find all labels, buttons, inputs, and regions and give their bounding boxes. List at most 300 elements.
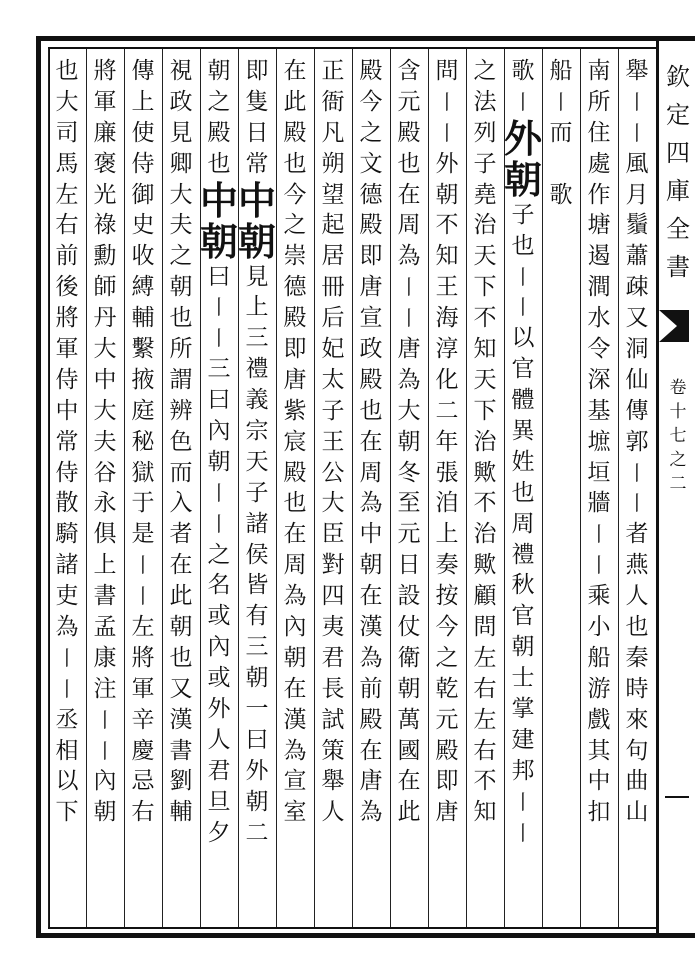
text-char: 扣: [587, 799, 611, 826]
text-char: 洎: [435, 490, 459, 517]
text-char: 祿: [93, 212, 117, 239]
heading-char: 朝: [199, 218, 238, 264]
text-char: 令: [587, 336, 611, 363]
text-char: 王: [435, 274, 459, 301]
text-char: 大: [397, 397, 421, 424]
text-char: 司: [55, 119, 79, 146]
book-title: [663, 58, 693, 286]
text-char: 辨: [169, 397, 193, 424]
text-char: 前: [55, 243, 79, 270]
text-char: 鬚: [625, 212, 649, 239]
text-char: 獄: [131, 459, 155, 486]
text-char: 之: [359, 119, 383, 146]
text-char: 日: [245, 119, 269, 146]
text-char: 子: [245, 479, 269, 506]
text-char: 政: [169, 88, 193, 115]
text-char: 左: [473, 644, 497, 671]
text-char: 曲: [625, 768, 649, 795]
text-column-15: [85, 56, 125, 924]
text-char: 曰: [245, 726, 269, 753]
text-char: 望: [321, 181, 345, 208]
volume-label: [665, 376, 691, 496]
text-char: 列: [473, 119, 497, 146]
text-char: 常: [245, 150, 269, 177]
text-char: 郭: [625, 428, 649, 455]
text-char: 夫: [169, 212, 193, 239]
text-char: 侍: [131, 150, 155, 177]
title-char: 庫: [666, 177, 690, 205]
text-char: 丨: [627, 460, 647, 485]
text-char: 內: [283, 614, 307, 641]
text-char: 丨: [627, 120, 647, 145]
text-char: 宸: [283, 428, 307, 455]
text-char: 上: [93, 552, 117, 579]
text-char: 天: [473, 243, 497, 270]
text-char: 右: [131, 799, 155, 826]
text-char: 諸: [245, 510, 269, 537]
text-char: 今: [359, 88, 383, 115]
text-char: 朝: [169, 614, 193, 641]
text-char: 殿: [435, 737, 459, 764]
text-char: 常: [55, 428, 79, 455]
text-char: 宣: [283, 768, 307, 795]
text-char: 左: [131, 614, 155, 641]
text-char: 也: [55, 58, 79, 84]
text-char: 含: [397, 58, 421, 84]
text-char: 唐: [435, 799, 459, 826]
text-char: 小: [587, 614, 611, 641]
text-char: 宣: [359, 305, 383, 332]
text-column-13: [161, 56, 201, 924]
text-char: 上: [435, 521, 459, 548]
text-char: 秦: [625, 644, 649, 671]
text-char: 在: [397, 181, 421, 208]
text-char: 以: [511, 325, 535, 352]
text-char: 處: [587, 150, 611, 177]
text-char: 今: [283, 181, 307, 208]
text-char: 丨: [513, 89, 533, 114]
text-char: 丨: [57, 645, 77, 670]
text-char: 句: [625, 737, 649, 764]
text-char: 禮: [245, 356, 269, 383]
text-char: 王: [321, 428, 345, 455]
text-char: 秋: [511, 572, 535, 599]
text-char: 衛: [397, 644, 421, 671]
text-char: 朝: [511, 634, 535, 661]
text-char: 不: [435, 212, 459, 239]
text-char: 山: [625, 799, 649, 826]
text-column-9: [313, 56, 353, 924]
text-char: 深: [587, 366, 611, 393]
text-char: 丨: [437, 120, 457, 145]
text-char: 大: [55, 88, 79, 115]
text-char: 秘: [131, 428, 155, 455]
text-char: 所: [169, 336, 193, 363]
text-char: 上: [245, 294, 269, 321]
text-char: 三: [245, 634, 269, 661]
text-char: 丨: [95, 738, 115, 763]
text-char: 元: [397, 88, 421, 115]
text-char: 舉: [321, 768, 345, 795]
text-char: 策: [321, 737, 345, 764]
text-char: 曰: [207, 387, 231, 414]
text-char: 周: [511, 510, 535, 537]
text-char: 元: [435, 706, 459, 733]
text-char: 歌: [549, 181, 573, 208]
text-char: 在: [169, 552, 193, 579]
text-char: 也: [283, 490, 307, 517]
text-char: 掌: [511, 696, 535, 723]
text-column-3: [541, 56, 581, 924]
text-char: 周: [397, 212, 421, 239]
text-char: 入: [169, 490, 193, 517]
text-char: 而: [169, 459, 193, 486]
text-char: 為: [397, 366, 421, 393]
text-char: 旦: [207, 788, 231, 815]
text-char: 殿: [397, 119, 421, 146]
text-char: 長: [321, 675, 345, 702]
text-char: 即: [359, 243, 383, 270]
text-column-6: [427, 56, 467, 924]
text-char: 也: [359, 397, 383, 424]
text-char: 劉: [169, 768, 193, 795]
text-char: 為: [283, 583, 307, 610]
text-char: 繫: [131, 336, 155, 363]
text-char: 使: [131, 119, 155, 146]
text-char: 下: [55, 799, 79, 826]
heading-char: 朝: [503, 156, 542, 202]
text-char: 卿: [169, 150, 193, 177]
text-char: 之: [283, 212, 307, 239]
text-char: 殿: [359, 58, 383, 84]
text-char: 庭: [131, 397, 155, 424]
text-char: 夷: [321, 614, 345, 641]
text-char: 殿: [283, 459, 307, 486]
text-char: 室: [283, 799, 307, 826]
text-char: 殿: [359, 706, 383, 733]
title-char: 定: [666, 101, 690, 129]
text-char: 丞: [55, 706, 79, 733]
volume-char: 七: [669, 426, 687, 446]
text-char: 奏: [435, 552, 459, 579]
text-char: 歟: [473, 552, 497, 579]
text-char: 朝: [435, 181, 459, 208]
text-char: 廉: [93, 119, 117, 146]
text-char: 時: [625, 675, 649, 702]
text-char: 唐: [397, 336, 421, 363]
text-char: 殿: [207, 119, 231, 146]
title-char: 四: [666, 139, 690, 167]
text-char: 朝: [93, 799, 117, 826]
text-char: 軍: [93, 88, 117, 115]
text-char: 官: [511, 603, 535, 630]
text-char: 德: [283, 274, 307, 301]
text-char: 以: [55, 768, 79, 795]
volume-char: 之: [669, 450, 687, 470]
text-char: 丨: [513, 295, 533, 320]
text-char: 來: [625, 706, 649, 733]
text-char: 朝: [169, 274, 193, 301]
text-char: 治: [473, 521, 497, 548]
text-char: 朝: [245, 665, 269, 692]
text-char: 治: [473, 212, 497, 239]
text-char: 名: [207, 572, 231, 599]
text-char: 邦: [511, 757, 535, 784]
text-char: 永: [93, 490, 117, 517]
text-char: 軍: [55, 336, 79, 363]
text-char: 光: [93, 181, 117, 208]
text-char: 御: [131, 181, 155, 208]
text-char: 輔: [131, 305, 155, 332]
text-char: 孟: [93, 614, 117, 641]
text-char: 歟: [473, 459, 497, 486]
text-char: 之: [207, 541, 231, 568]
text-char: 知: [473, 799, 497, 826]
text-char: 漢: [283, 706, 307, 733]
text-char: 漢: [169, 706, 193, 733]
text-char: 收: [131, 243, 155, 270]
text-char: 諸: [55, 552, 79, 579]
text-char: 疎: [625, 274, 649, 301]
text-char: 之: [435, 644, 459, 671]
text-char: 大: [321, 490, 345, 517]
text-char: 即: [435, 768, 459, 795]
text-char: 也: [169, 644, 193, 671]
text-char: 傳: [131, 58, 155, 84]
text-char: 姓: [511, 448, 535, 475]
text-char: 丨: [95, 707, 115, 732]
text-char: 洞: [625, 336, 649, 363]
text-char: 左: [55, 181, 79, 208]
text-char: 天: [473, 366, 497, 393]
text-char: 禮: [511, 541, 535, 568]
text-char: 所: [587, 88, 611, 115]
text-char: 朝: [397, 675, 421, 702]
text-column-2: [579, 56, 619, 924]
text-char: 皆: [245, 572, 269, 599]
text-char: 水: [587, 305, 611, 332]
text-char: 法: [473, 88, 497, 115]
text-column-11: [237, 56, 277, 924]
text-char: 太: [321, 366, 345, 393]
text-char: 乘: [587, 583, 611, 610]
text-char: 人: [625, 583, 649, 610]
text-char: 右: [55, 212, 79, 239]
text-char: 遏: [587, 243, 611, 270]
text-char: 也: [207, 150, 231, 177]
text-char: 此: [283, 88, 307, 115]
text-char: 左: [473, 706, 497, 733]
text-char: 在: [359, 583, 383, 610]
text-char: 侯: [245, 541, 269, 568]
text-char: 游: [587, 675, 611, 702]
heading-char: 外: [503, 115, 542, 161]
text-char: 俱: [93, 521, 117, 548]
text-char: 曰: [207, 263, 231, 290]
text-char: 凡: [321, 119, 345, 146]
text-char: 漢: [359, 614, 383, 641]
text-char: 不: [473, 768, 497, 795]
text-char: 義: [245, 387, 269, 414]
text-char: 史: [131, 212, 155, 239]
text-char: 此: [169, 583, 193, 610]
text-char: 下: [473, 397, 497, 424]
text-char: 海: [435, 305, 459, 332]
text-char: 在: [359, 737, 383, 764]
text-char: 隻: [245, 88, 269, 115]
text-char: 朝: [245, 788, 269, 815]
text-column-8: [351, 56, 391, 924]
text-char: 散: [55, 490, 79, 517]
text-char: 谷: [93, 459, 117, 486]
text-char: 丨: [133, 553, 153, 578]
side-tick-mark: [665, 796, 689, 798]
text-char: 船: [587, 644, 611, 671]
text-char: 為: [359, 644, 383, 671]
text-char: 崇: [283, 243, 307, 270]
text-char: 吏: [55, 583, 79, 610]
text-char: 人: [207, 726, 231, 753]
text-char: 注: [93, 675, 117, 702]
text-char: 丨: [437, 89, 457, 114]
text-char: 之: [473, 58, 497, 84]
text-char: 或: [207, 665, 231, 692]
text-char: 也: [511, 479, 535, 506]
text-char: 將: [131, 644, 155, 671]
volume-char: 二: [669, 474, 687, 494]
text-char: 殿: [359, 212, 383, 239]
frame-inner-bottom-rule: [48, 927, 656, 929]
text-char: 也: [625, 614, 649, 641]
text-char: 為: [55, 614, 79, 641]
text-char: 謂: [169, 366, 193, 393]
text-char: 為: [283, 737, 307, 764]
text-char: 設: [397, 583, 421, 610]
text-char: 政: [359, 336, 383, 363]
text-char: 問: [473, 614, 497, 641]
text-column-16: [47, 56, 87, 924]
text-char: 后: [321, 305, 345, 332]
text-char: 丨: [209, 480, 229, 505]
text-char: 殿: [283, 305, 307, 332]
text-char: 大: [93, 336, 117, 363]
text-char: 三: [245, 325, 269, 352]
title-char: 全: [666, 215, 690, 243]
text-char: 色: [169, 428, 193, 455]
text-char: 子: [473, 150, 497, 177]
text-char: 作: [587, 181, 611, 208]
text-char: 仗: [397, 614, 421, 641]
text-column-14: [123, 56, 163, 924]
text-char: 中: [587, 768, 611, 795]
text-char: 周: [283, 552, 307, 579]
text-char: 丨: [399, 306, 419, 331]
text-char: 住: [587, 119, 611, 146]
text-char: 士: [511, 665, 535, 692]
text-char: 墌: [587, 428, 611, 455]
text-char: 其: [587, 737, 611, 764]
text-char: 之: [207, 88, 231, 115]
text-char: 起: [321, 212, 345, 239]
text-char: 康: [93, 644, 117, 671]
text-char: 在: [283, 675, 307, 702]
text-char: 丨: [209, 326, 229, 351]
text-char: 視: [169, 58, 193, 84]
text-char: 外: [207, 696, 231, 723]
text-char: 冬: [397, 459, 421, 486]
text-column-4: [503, 56, 543, 924]
text-char: 二: [435, 397, 459, 424]
text-char: 塘: [587, 212, 611, 239]
text-char: 不: [473, 490, 497, 517]
text-char: 張: [435, 459, 459, 486]
text-column-10: [275, 56, 315, 924]
text-char: 中: [359, 521, 383, 548]
text-char: 舉: [625, 58, 649, 84]
text-char: 侍: [55, 366, 79, 393]
text-char: 右: [473, 675, 497, 702]
text-char: 為: [397, 243, 421, 270]
text-char: 公: [321, 459, 345, 486]
text-char: 丨: [513, 820, 533, 845]
text-char: 唐: [283, 366, 307, 393]
text-char: 紫: [283, 397, 307, 424]
text-char: 知: [473, 336, 497, 363]
heading-char: 中: [237, 177, 276, 223]
text-char: 丨: [57, 676, 77, 701]
text-char: 船: [549, 58, 573, 84]
text-char: 也: [283, 150, 307, 177]
text-char: 子: [511, 201, 535, 228]
text-char: 妃: [321, 336, 345, 363]
text-char: 馬: [55, 150, 79, 177]
text-char: 中: [93, 366, 117, 393]
text-char: 燕: [625, 552, 649, 579]
text-char: 二: [245, 819, 269, 846]
text-char: 也: [169, 305, 193, 332]
text-char: 慶: [131, 737, 155, 764]
title-char: 欽: [666, 63, 690, 91]
text-char: 年: [435, 428, 459, 455]
text-char: 即: [245, 58, 269, 84]
text-char: 四: [321, 583, 345, 610]
text-char: 朝: [397, 428, 421, 455]
text-char: 夕: [207, 819, 231, 846]
text-char: 者: [169, 521, 193, 548]
text-char: 元: [397, 521, 421, 548]
text-char: 內: [207, 418, 231, 445]
text-char: 朝: [207, 58, 231, 84]
text-char: 朝: [359, 552, 383, 579]
text-char: 萬: [397, 706, 421, 733]
text-char: 蕭: [625, 243, 649, 270]
volume-char: 十: [669, 402, 687, 422]
text-char: 大: [93, 397, 117, 424]
text-char: 乾: [435, 675, 459, 702]
text-char: 日: [397, 552, 421, 579]
text-char: 下: [473, 274, 497, 301]
heading-char: 朝: [237, 218, 276, 264]
text-char: 內: [93, 768, 117, 795]
text-char: 朝: [207, 448, 231, 475]
fish-tail-mark-icon: [659, 306, 695, 346]
text-char: 之: [169, 243, 193, 270]
text-char: 知: [435, 243, 459, 270]
text-char: 丨: [399, 275, 419, 300]
text-char: 子: [321, 397, 345, 424]
text-char: 淳: [435, 336, 459, 363]
text-char: 丨: [133, 584, 153, 609]
